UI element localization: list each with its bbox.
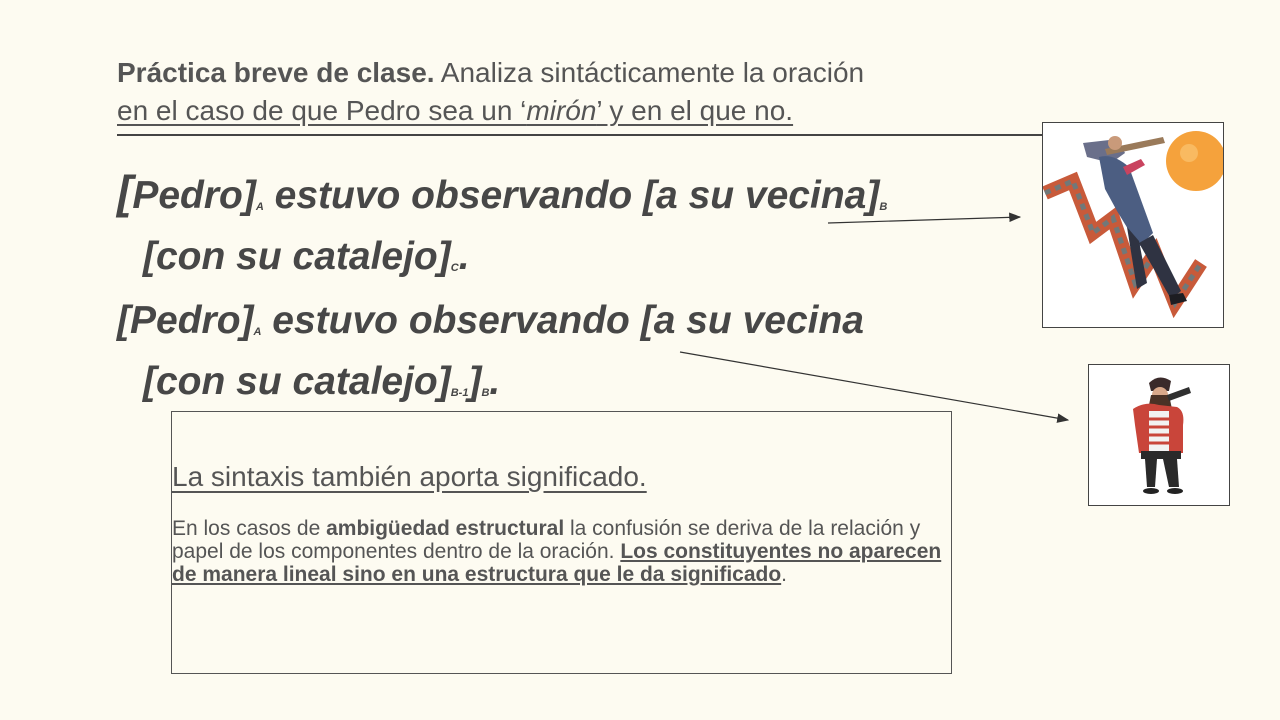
sentence1-sub-c: C [450, 262, 459, 274]
sentence-2 [117, 296, 1037, 418]
note-title: La sintaxis también aporta significado. [172, 461, 647, 492]
note-p2: la confusión se deriva de la relación y papel de los componentes dentro de la oración. [172, 517, 921, 563]
sentence2-sub-b: B [481, 387, 490, 399]
header-line-2 [117, 92, 1057, 130]
slide-header [117, 54, 1057, 130]
sentence1-end: . [458, 235, 470, 278]
businessman-spyglass-image [1042, 122, 1224, 328]
note-end: . [781, 563, 788, 586]
sentence2-cont: [con su catalejo] [143, 360, 451, 403]
header-line2-b: ’ y en el que no. [596, 95, 794, 126]
sentence1-cont: [con su catalejo] [143, 235, 451, 278]
sentence1-open-bracket: [ [117, 166, 133, 218]
sentence1-middle: estuvo observando [a su vecina] [263, 174, 880, 217]
pirate-photo-icon [1089, 365, 1229, 505]
header-line-1 [117, 54, 1057, 92]
sentence2-end: . [489, 360, 501, 403]
header-line2-a: en el caso de que Pedro sea un ‘ [117, 95, 527, 126]
sentence1-pedro: Pedro] [132, 174, 256, 217]
note-bold-term: ambigüedad estructural [326, 517, 565, 540]
sentence1-continuation [117, 232, 1037, 293]
sentence2-continuation [117, 357, 1037, 418]
sentence1-sub-a: A [255, 201, 264, 213]
header-bold-part: Práctica breve de clase. [117, 57, 435, 88]
businessman-illustration-icon [1043, 123, 1223, 327]
note-body [172, 517, 947, 586]
sentence2-sub-a: A [253, 326, 262, 338]
sentence2-close: ] [468, 360, 482, 403]
header-line2-italic: mirón [526, 95, 597, 126]
sentence2-pedro: [Pedro] [117, 299, 254, 342]
note-box [171, 411, 952, 674]
sentence2-middle: estuvo observando [a su vecina [261, 299, 864, 342]
header-line1-rest: Analiza sintácticamente la oración [434, 57, 865, 88]
pirate-spyglass-image [1088, 364, 1230, 506]
sentence1-sub-b: B [879, 201, 888, 213]
sentence2-sub-b1: B-1 [450, 387, 469, 399]
sentence-1 [117, 168, 1037, 293]
note-p1: En los casos de [172, 517, 327, 540]
note-underlined-statement: Los constituyentes no aparecen de manera lineal sino en una estructura que le da significado [172, 540, 942, 586]
